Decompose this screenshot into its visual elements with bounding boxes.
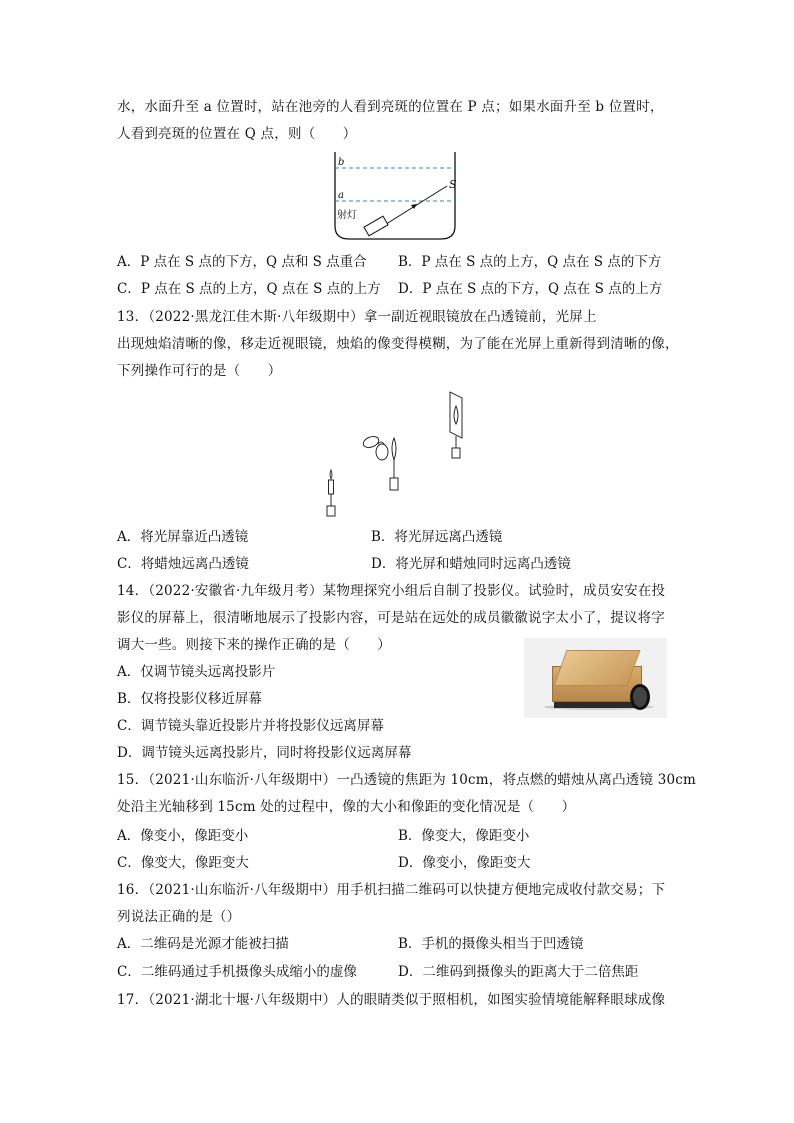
label-a: a	[338, 190, 344, 201]
q15-option-c[interactable]: C．像变大，像距变大	[117, 855, 249, 871]
q12-option-d[interactable]: D．P 点在 S 点的下方，Q 点在 S 点的上方	[398, 281, 663, 297]
light-screen	[450, 392, 462, 458]
q13-option-d[interactable]: D．将光屏和蜡烛同时远离凸透镜	[371, 556, 571, 572]
q14-line-2: 影仪的屏幕上，很清晰地展示了投影内容，可是站在远处的成员徽徽说字太小了，提议将字	[117, 610, 665, 626]
q16-option-a[interactable]: A．二维码是光源才能被扫描	[117, 936, 289, 952]
label-b: b	[338, 157, 345, 168]
q16-option-b[interactable]: B．手机的摄像头相当于凹透镜	[398, 936, 584, 952]
q15-option-d[interactable]: D．像变小，像距变大	[398, 855, 531, 871]
q13-optics-figure	[320, 390, 470, 522]
q14-option-b[interactable]: B．仅将投影仪移近屏幕	[117, 691, 262, 707]
q13-line-1: 13．（2022·黑龙江佳木斯·八年级期中）拿一副近视眼镜放在凸透镜前，光屏上	[117, 309, 597, 325]
q12-option-c[interactable]: C．P 点在 S 点的上方，Q 点在 S 点的上方	[117, 281, 381, 297]
q13-option-a[interactable]: A．将光屏靠近凸透镜	[117, 529, 249, 545]
q13-option-c[interactable]: C．将蜡烛远离凸透镜	[117, 556, 249, 572]
glasses-and-lens	[362, 435, 398, 490]
q12-line-2: 人看到亮斑的位置在 Q 点，则（ ）	[117, 126, 357, 142]
q16-line-2: 列说法正确的是（）	[117, 909, 241, 925]
q15-option-b[interactable]: B．像变大，像距变小	[398, 828, 530, 844]
label-lamp: 射灯	[337, 210, 357, 221]
q12-option-b[interactable]: B．P 点在 S 点的上方，Q 点在 S 点的下方	[398, 254, 662, 270]
q13-option-b[interactable]: B．将光屏远离凸透镜	[371, 529, 503, 545]
label-s: S	[449, 178, 457, 191]
projector-photo	[524, 638, 667, 718]
q16-option-d[interactable]: D．二维码到摄像头的距离大于二倍焦距	[398, 964, 639, 980]
q15-option-a[interactable]: A．像变小，像距变小	[117, 828, 249, 844]
q14-option-a[interactable]: A．仅调节镜头远离投影片	[117, 664, 276, 680]
q13-line-3: 下列操作可行的是（ ）	[117, 363, 282, 379]
q15-line-1: 15．（2021·山东临沂·八年级期中）一凸透镜的焦距为 10cm，将点燃的蜡烛从离凸透镜 30cm	[117, 772, 697, 788]
q15-line-2: 处沿主光轴移到 15cm 处的过程中，像的大小和像距的变化情况是（ ）	[117, 799, 576, 815]
q12-pool-figure	[325, 148, 465, 244]
q14-line-3: 调大一些。则接下来的操作正确的是（ ）	[117, 637, 391, 653]
q16-line-1: 16．（2021·山东临沂·八年级期中）用手机扫描二维码可以快捷方便地完成收付款交易；下	[117, 882, 666, 898]
q12-line-1: 水，水面升至 a 位置时，站在池旁的人看到亮斑的位置在 P 点；如果水面升至 b 位置时，	[117, 99, 664, 115]
q16-option-c[interactable]: C．二维码通过手机摄像头成缩小的虚像	[117, 964, 357, 980]
spotlight	[364, 216, 388, 236]
q17-line-1: 17．（2021·湖北十堰·八年级期中）人的眼睛类似于照相机，如图实验情境能解释眼球成像	[117, 992, 666, 1008]
q14-option-c[interactable]: C．调节镜头靠近投影片并将投影仪远离屏幕	[117, 718, 384, 734]
q14-option-d[interactable]: D．调节镜头远离投影片，同时将投影仪远离屏幕	[117, 745, 412, 761]
q12-option-a[interactable]: A．P 点在 S 点的下方，Q 点和 S 点重合	[117, 254, 367, 270]
candle	[327, 470, 335, 516]
q14-line-1: 14．（2022·安徽省·九年级月考）某物理探究小组后自制了投影仪。试验时，成员安安在投	[117, 583, 666, 599]
q13-line-2: 出现烛焰清晰的像，移走近视眼镜，烛焰的像变得模糊，为了能在光屏上重新得到清晰的像，	[117, 336, 679, 352]
pool-outline	[335, 152, 455, 239]
